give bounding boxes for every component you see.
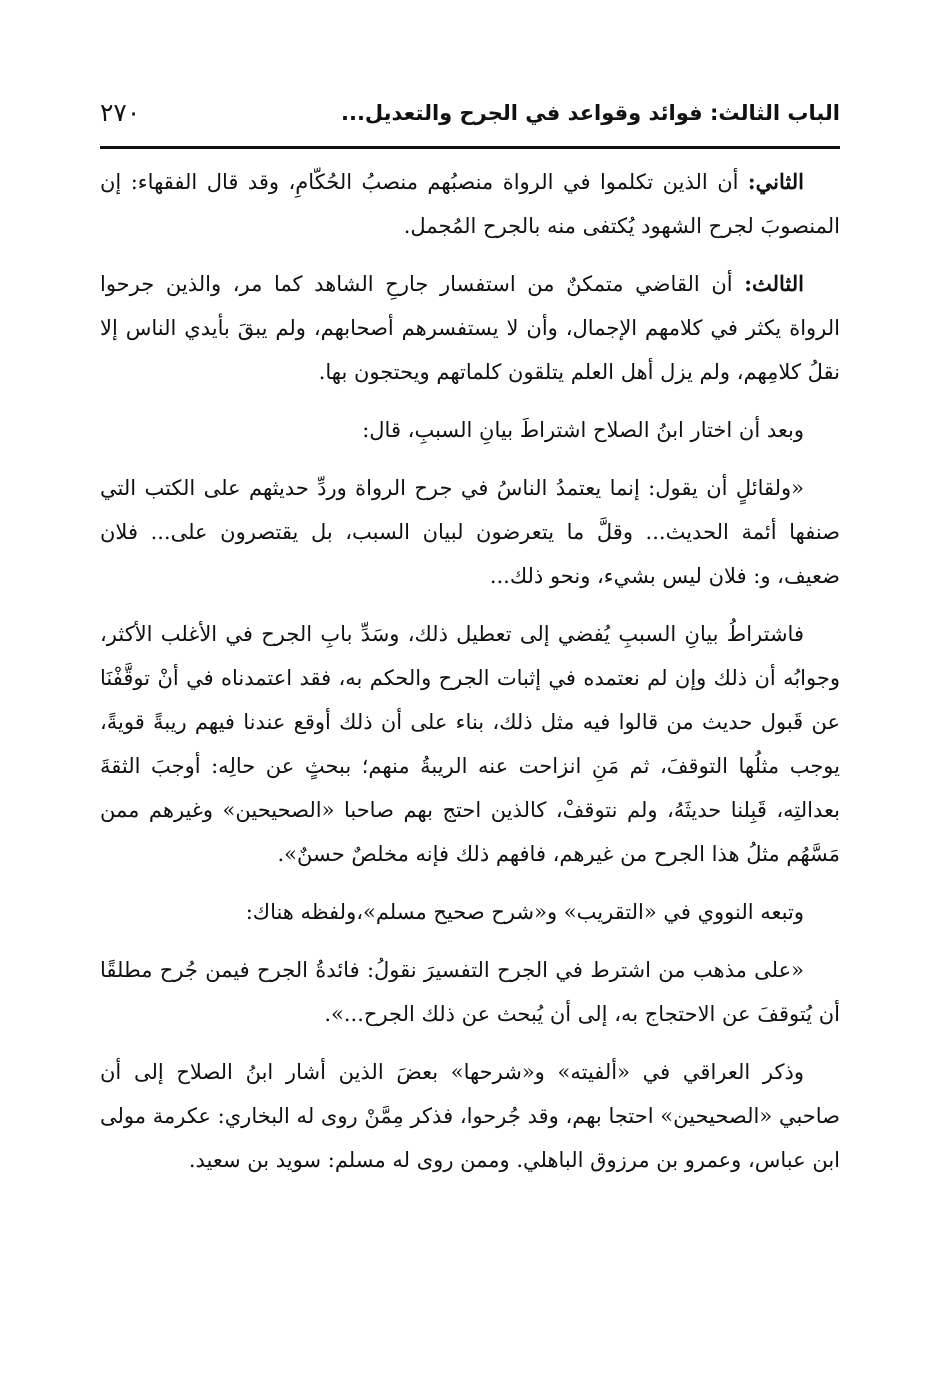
page-number: ٢٧٠ <box>100 98 141 127</box>
paragraph-ibn-salah-answer <box>100 612 840 876</box>
paragraph-text: أن القاضي متمكنٌ من استفسار جارحِ الشاهد كما مر، والذين جرحوا الرواة يكثر في كلامهم الإجمال، وأن لا يستفسرهم أصحابهم، ولم يبقَ بأيدي الناس إلا نقلُ كلامِهم، ولم يزل أهل العلم يتلقون كلماتهم ويحتجون بها. <box>100 272 840 384</box>
paragraph-text: وذكر العراقي في «ألفيته» و«شرحها» بعضَ الذين أشار ابنُ الصلاح إلى أن صاحبي «الصحيحين» احتجا بهم، وقد جُرحوا، فذكر مِمَّنْ روى له البخاري: عكرمة مولى ابن عباس، وعمرو بن مرزوق الباهلي. وممن روى له مسلم: سويد بن سعيد. <box>100 1060 840 1172</box>
paragraph-text: «على مذهب من اشترط في الجرح التفسيرَ نقولُ: فائدةُ الجرح فيمن جُرح مطلقًا أن يُتوقفَ عن الاحتجاج به، إلى أن يُبحث عن ذلك الجرح...». <box>100 958 840 1026</box>
paragraph-text: أن الذين تكلموا في الرواة منصبُهم منصبُ الحُكّامِ، وقد قال الفقهاء: إن المنصوبَ لجرح الشهود يُكتفى منه بالجرح المُجمل. <box>100 170 840 238</box>
paragraph-third-point <box>100 262 840 394</box>
paragraph-lead: الثاني: <box>747 169 804 194</box>
paragraph-lead: الثالث: <box>744 271 804 296</box>
paragraph-text: فاشتراطُ بيانِ السببِ يُفضي إلى تعطيل ذلك، وسَدِّ بابِ الجرح في الأغلب الأكثر، وجوابُه أن ذلك وإن لم نعتمده في إثبات الجرح والحكم به، فقد اعتمدناه في أنْ توقَّفْنَا عن قَبول حديث من قالوا فيه مثل ذلك، بناء على أن ذلك أوقع عندنا فيهم ريبةً قويةً، يوجب مثلُها التوقفَ، ثم مَنِ انزاحت عنه الريبةُ منهم؛ ببحثٍ عن حالِه: أوجبَ الثقةَ بعدالتِه، قَبِلنا حديثَهُ، ولم نتوقفْ، كالذين احتج بهم صاحبا «الصحيحين» وغيرهم ممن مَسَّهُم مثلُ هذا الجرح من غيرهم، فافهم ذلك فإنه مخلصٌ حسنٌ». <box>100 622 840 866</box>
body-text <box>100 160 840 1196</box>
paragraph-ibn-salah-intro <box>100 408 840 452</box>
paragraph-text: وتبعه النووي في «التقريب» و«شرح صحيح مسلم»،ولفظه هناك: <box>245 900 804 924</box>
running-header <box>100 92 840 134</box>
paragraph-nawawi-intro <box>100 890 840 934</box>
paragraph-nawawi-quote <box>100 948 840 1036</box>
chapter-title: الباب الثالث: فوائد وقواعد في الجرح والتعديل... <box>340 101 840 125</box>
paragraph-second-point <box>100 160 840 248</box>
paragraph-text: وبعد أن اختار ابنُ الصلاح اشتراطَ بيانِ السببِ، قال: <box>362 418 804 442</box>
paragraph-text: «ولقائلٍ أن يقول: إنما يعتمدُ الناسُ في جرح الرواة وردِّ حديثهم على الكتب التي صنفها أئمة الحديث... وقلَّ ما يتعرضون لبيان السبب، بل يقتصرون على... فلان ضعيف، و: فلان ليس بشيء، ونحو ذلك... <box>100 476 840 588</box>
paragraph-iraqi <box>100 1050 840 1182</box>
paragraph-ibn-salah-quote <box>100 466 840 598</box>
header-divider <box>100 146 840 149</box>
